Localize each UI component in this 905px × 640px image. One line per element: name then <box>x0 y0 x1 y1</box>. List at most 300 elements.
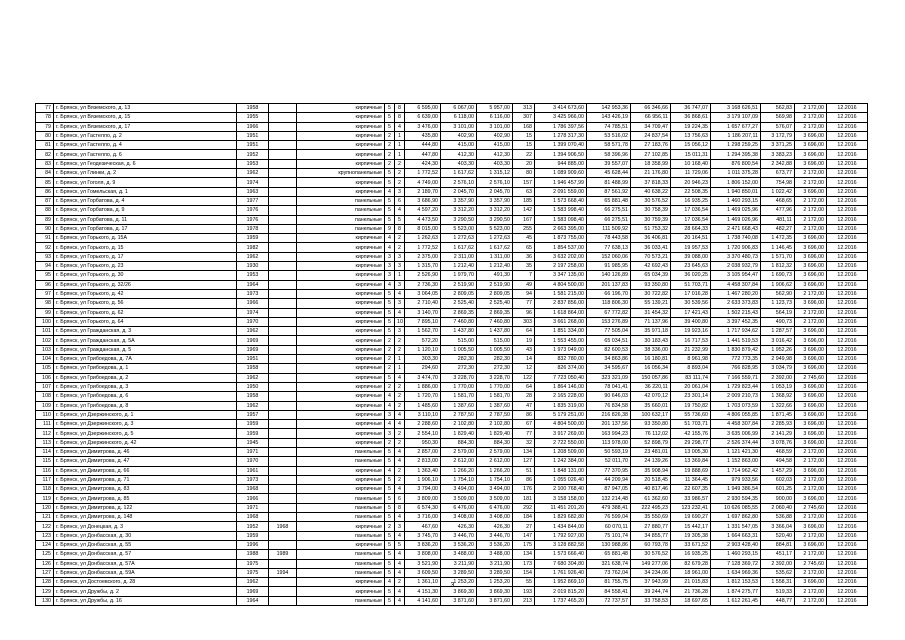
cell-tariff: 2 172,00 <box>795 308 827 317</box>
cell-date: 12.2016 <box>827 159 868 168</box>
cell-tariff: 3 696,00 <box>795 252 827 261</box>
cell-tariff: 2 172,00 <box>795 196 827 205</box>
cell-no: 127 <box>36 568 54 577</box>
cell-c4: 8 893,04 <box>671 364 711 373</box>
cell-res: 49 <box>513 280 535 289</box>
cell-date: 12.2016 <box>827 113 868 122</box>
cell-c2: 81 488,99 <box>587 178 631 187</box>
cell-fl: 5 <box>385 327 395 336</box>
cell-c2: 53 516,02 <box>587 131 631 140</box>
cell-addr: г. Брянск, ул Горбатова, д. 17 <box>54 224 237 233</box>
cell-a1: 3 609,50 <box>405 568 441 577</box>
cell-c3: 20 518,45 <box>631 475 671 484</box>
cell-ent: 6 <box>395 494 405 503</box>
cell-no: 89 <box>36 215 54 224</box>
cell-addr: г. Брянск, ул Грибоедова, д. 2 <box>54 373 237 382</box>
cell-no: 124 <box>36 540 54 549</box>
cell-mat: кирпичные <box>297 234 385 243</box>
table-row <box>36 568 868 577</box>
cell-rate: 2 342,88 <box>761 159 795 168</box>
cell-date: 12.2016 <box>827 178 868 187</box>
cell-date: 12.2016 <box>827 299 868 308</box>
cell-c4: 36 020,25 <box>671 271 711 280</box>
table-row <box>36 540 868 549</box>
cell-mat: кирпичные <box>297 587 385 596</box>
cell-y2 <box>269 141 297 150</box>
cell-a1: 3 521,90 <box>405 559 441 568</box>
cell-date: 12.2016 <box>827 522 868 531</box>
cell-a1: 4 151,30 <box>405 587 441 596</box>
cell-c3: 34 709,47 <box>631 122 671 131</box>
cell-res: 154 <box>513 568 535 577</box>
cell-y2 <box>269 187 297 196</box>
cell-a3: 491,30 <box>477 271 513 280</box>
cell-c3: 71 137,96 <box>631 317 671 326</box>
cell-fl: 3 <box>385 262 395 271</box>
cell-c1: 3 158 158,00 <box>535 494 587 503</box>
cell-tariff: 3 696,00 <box>795 159 827 168</box>
cell-res: 213 <box>513 596 535 605</box>
cell-c3: 18 358,99 <box>631 159 671 168</box>
cell-ent: 2 <box>395 466 405 475</box>
cell-y1: 1969 <box>237 345 269 354</box>
cell-c2: 130 988,86 <box>587 540 631 549</box>
cell-c1: 1 434 844,00 <box>535 522 587 531</box>
cell-no: 91 <box>36 234 54 243</box>
cell-addr: г. Брянск, ул Димитрова, д. 46 <box>54 447 237 456</box>
cell-c1: 1 737 465,20 <box>535 596 587 605</box>
cell-res: 185 <box>513 196 535 205</box>
cell-addr: г. Брянск, ул Гоголя, д. 9 <box>54 178 237 187</box>
cell-tariff: 3 696,00 <box>795 262 827 271</box>
table-row <box>36 169 868 178</box>
cell-date: 12.2016 <box>827 187 868 196</box>
cell-date: 12.2016 <box>827 494 868 503</box>
cell-rate: 3 016,42 <box>761 336 795 345</box>
cell-a1: 7 895,10 <box>405 317 441 326</box>
cell-mat: кирпичные <box>297 466 385 475</box>
cell-mat: кирпичные <box>297 252 385 261</box>
cell-y1: 1973 <box>237 475 269 484</box>
cell-a1: 1 772,52 <box>405 243 441 252</box>
cell-a1: 2 736,30 <box>405 280 441 289</box>
cell-date: 12.2016 <box>827 485 868 494</box>
cell-no: 123 <box>36 531 54 540</box>
cell-fl: 3 <box>385 252 395 261</box>
cell-c3: 35 971,18 <box>631 327 671 336</box>
cell-rate: 1 952,26 <box>761 345 795 354</box>
table-row <box>36 122 868 131</box>
cell-addr: г. Брянск, ул Достоевского, д. 28 <box>54 578 237 587</box>
cell-date: 12.2016 <box>827 438 868 447</box>
cell-no: 90 <box>36 224 54 233</box>
cell-rate: 564,19 <box>761 308 795 317</box>
cell-a3: 5 957,00 <box>477 104 513 113</box>
cell-tariff: 3 696,00 <box>795 234 827 243</box>
cell-a2: 2 579,00 <box>441 447 477 456</box>
cell-rate: 754,98 <box>761 178 795 187</box>
cell-y2 <box>269 475 297 484</box>
cell-a2: 2 525,40 <box>441 299 477 308</box>
cell-rate: 477,96 <box>761 206 795 215</box>
cell-mat: кирпичные <box>297 159 385 168</box>
cell-c5: 766 828,95 <box>711 364 761 373</box>
cell-mat: кирпичные <box>297 336 385 345</box>
cell-rate: 448,77 <box>761 596 795 605</box>
cell-a2: 2 787,50 <box>441 410 477 419</box>
cell-c3: 52 898,79 <box>631 438 671 447</box>
cell-c5: 1 703 073,59 <box>711 401 761 410</box>
cell-addr: г. Брянск, ул Дзержинского, д. 1 <box>54 410 237 419</box>
cell-ent: 2 <box>395 159 405 168</box>
cell-no: 88 <box>36 206 54 215</box>
cell-a2: 1 272,63 <box>441 234 477 243</box>
cell-ent: 4 <box>395 457 405 466</box>
cell-c3: 30 758,39 <box>631 206 671 215</box>
table-row <box>36 382 868 391</box>
cell-c1: 2 663 395,00 <box>535 224 587 233</box>
cell-c5: 1 502 215,43 <box>711 308 761 317</box>
cell-c5: 1 717 934,62 <box>711 327 761 336</box>
cell-a2: 282,30 <box>441 355 477 364</box>
cell-ent: 4 <box>395 568 405 577</box>
cell-c1: 1 792 927,00 <box>535 531 587 540</box>
cell-y2 <box>269 122 297 131</box>
cell-ent: 4 <box>395 485 405 494</box>
cell-date: 12.2016 <box>827 327 868 336</box>
cell-no: 126 <box>36 559 54 568</box>
cell-fl: 5 <box>385 113 395 122</box>
cell-a2: 2 519,90 <box>441 280 477 289</box>
table-row <box>36 289 868 298</box>
cell-a2: 3 869,30 <box>441 587 477 596</box>
cell-fl: 2 <box>385 355 395 364</box>
cell-no: 84 <box>36 169 54 178</box>
cell-no: 125 <box>36 550 54 559</box>
table-row <box>36 513 868 522</box>
cell-fl: 2 <box>385 141 395 150</box>
cell-date: 12.2016 <box>827 587 868 596</box>
cell-c5: 1 121 421,30 <box>711 447 761 456</box>
cell-c2: 216 826,38 <box>587 410 631 419</box>
cell-mat: панельные <box>297 596 385 605</box>
cell-c3: 21 176,80 <box>631 169 671 178</box>
cell-fl: 2 <box>385 159 395 168</box>
cell-a3: 426,30 <box>477 522 513 531</box>
cell-a2: 3 101,00 <box>441 122 477 131</box>
cell-res: 86 <box>513 410 535 419</box>
cell-c5: 2 633 373,83 <box>711 299 761 308</box>
cell-tariff: 2 172,00 <box>795 568 827 577</box>
cell-c4: 18 961,00 <box>671 568 711 577</box>
cell-c4: 36 868,61 <box>671 113 711 122</box>
cell-res: 176 <box>513 485 535 494</box>
cell-c2: 87 947,05 <box>587 485 631 494</box>
table-body <box>36 104 868 606</box>
cell-fl: 5 <box>385 215 395 224</box>
cell-c4: 19 888,69 <box>671 466 711 475</box>
cell-c1: 1 848 131,00 <box>535 466 587 475</box>
cell-c5: 7 166 559,71 <box>711 373 761 382</box>
cell-tariff: 3 696,00 <box>795 522 827 531</box>
cell-c5: 1 714 962,42 <box>711 466 761 475</box>
cell-mat: кирпичные <box>297 364 385 373</box>
cell-c1: 3 414 673,60 <box>535 104 587 113</box>
cell-a3: 2 045,70 <box>477 187 513 196</box>
cell-fl: 2 <box>385 438 395 447</box>
cell-c3: 34 234,06 <box>631 568 671 577</box>
cell-addr: г. Брянск, ул Горького, д. 56 <box>54 299 237 308</box>
cell-c3: 222 495,23 <box>631 503 671 512</box>
cell-mat: кирпичные <box>297 141 385 150</box>
cell-c1: 3 128 882,58 <box>535 540 587 549</box>
cell-c1: 826 374,00 <box>535 364 587 373</box>
cell-y2 <box>269 355 297 364</box>
cell-a1: 3 809,00 <box>405 494 441 503</box>
cell-a2: 1 617,62 <box>441 169 477 178</box>
cell-y1: 1959 <box>237 531 269 540</box>
cell-rate: 3 078,76 <box>761 438 795 447</box>
cell-c2: 73 762,04 <box>587 568 631 577</box>
cell-c4: 13 756,63 <box>671 131 711 140</box>
cell-c1: 1 973 049,00 <box>535 345 587 354</box>
cell-res: 12 <box>513 364 535 373</box>
table-row <box>36 104 868 113</box>
cell-c1: 1 399 070,40 <box>535 141 587 150</box>
cell-a2: 403,30 <box>441 159 477 168</box>
cell-a3: 2 525,40 <box>477 299 513 308</box>
cell-fl: 2 <box>385 522 395 531</box>
cell-a1: 4 749,00 <box>405 178 441 187</box>
cell-res: 307 <box>513 113 535 122</box>
cell-addr: г. Брянск, ул Дзержинского, д. 5 <box>54 429 237 438</box>
cell-res: 43 <box>513 345 535 354</box>
cell-c2: 78 443,58 <box>587 234 631 243</box>
cell-c5: 1 011 375,28 <box>711 169 761 178</box>
cell-c3: 149 277,06 <box>631 559 671 568</box>
cell-c3: 27 183,76 <box>631 141 671 150</box>
cell-y2 <box>269 159 297 168</box>
cell-rate: 1 571,70 <box>761 252 795 261</box>
cell-addr: г. Брянск, ул Горбатова, д. 4 <box>54 196 237 205</box>
cell-c5: 772 773,35 <box>711 355 761 364</box>
cell-c3: 35 908,94 <box>631 466 671 475</box>
cell-ent: 8 <box>395 503 405 512</box>
cell-tariff: 2 745,60 <box>795 559 827 568</box>
cell-y2 <box>269 438 297 447</box>
cell-no: 86 <box>36 187 54 196</box>
cell-c2: 75 101,74 <box>587 531 631 540</box>
cell-addr: г. Брянск, ул Донбасская, д. 55 <box>54 540 237 549</box>
cell-y1: 1974 <box>237 178 269 187</box>
cell-res: 27 <box>513 522 535 531</box>
cell-ent: 2 <box>395 169 405 178</box>
cell-a3: 1 581,70 <box>477 392 513 401</box>
cell-res: 14 <box>513 355 535 364</box>
cell-c4: 17 036,54 <box>671 215 711 224</box>
cell-mat: панельные <box>297 457 385 466</box>
cell-y1: 1996 <box>237 540 269 549</box>
cell-c4: 13 005,30 <box>671 447 711 456</box>
cell-res: 77 <box>513 299 535 308</box>
cell-a1: 3 064,05 <box>405 289 441 298</box>
cell-ent: 8 <box>395 104 405 113</box>
cell-a1: 6 574,30 <box>405 503 441 512</box>
cell-ent: 1 <box>395 271 405 280</box>
cell-mat: кирпичные <box>297 317 385 326</box>
cell-c2: 82 600,53 <box>587 345 631 354</box>
table-row <box>36 215 868 224</box>
cell-c2: 81 755,75 <box>587 578 631 587</box>
cell-c4: 19 750,82 <box>671 401 711 410</box>
cell-a1: 1 120,10 <box>405 345 441 354</box>
cell-fl: 4 <box>385 578 395 587</box>
cell-date: 12.2016 <box>827 280 868 289</box>
cell-addr: г. Брянск, ул Горького, д. 62 <box>54 308 237 317</box>
cell-fl: 5 <box>385 513 395 522</box>
cell-tariff: 3 696,00 <box>795 355 827 364</box>
cell-c5: 1 949 386,54 <box>711 485 761 494</box>
cell-y2 <box>269 466 297 475</box>
cell-no: 116 <box>36 466 54 475</box>
cell-res: 167 <box>513 215 535 224</box>
table-row <box>36 531 868 540</box>
cell-y1: 1968 <box>237 485 269 494</box>
cell-date: 12.2016 <box>827 401 868 410</box>
cell-y2 <box>269 494 297 503</box>
cell-tariff: 2 172,00 <box>795 289 827 298</box>
cell-c2: 39 557,07 <box>587 159 631 168</box>
cell-tariff: 3 696,00 <box>795 131 827 140</box>
cell-y1: 1959 <box>237 429 269 438</box>
cell-fl: 5 <box>385 503 395 512</box>
cell-a3: 3 536,20 <box>477 540 513 549</box>
cell-mat: крупнопанельные <box>297 169 385 178</box>
cell-fl: 5 <box>385 531 395 540</box>
cell-a2: 3 408,00 <box>441 513 477 522</box>
cell-rate: 569,98 <box>761 113 795 122</box>
cell-rate: 481,11 <box>761 215 795 224</box>
cell-a1: 3 794,00 <box>405 485 441 494</box>
table-row <box>36 466 868 475</box>
cell-a2: 1 437,80 <box>441 327 477 336</box>
table-row <box>36 243 868 252</box>
cell-c4: 16 935,25 <box>671 550 711 559</box>
cell-c4: 19 957,53 <box>671 243 711 252</box>
cell-y1: 1958 <box>237 392 269 401</box>
cell-rate: 2 285,93 <box>761 420 795 429</box>
cell-y2 <box>269 206 297 215</box>
cell-no: 112 <box>36 429 54 438</box>
cell-y2: 1994 <box>269 568 297 577</box>
cell-y2 <box>269 113 297 122</box>
cell-a3: 1 212,40 <box>477 262 513 271</box>
cell-c2: 87 561,92 <box>587 187 631 196</box>
cell-addr: г. Брянск, ул Горького, д. 17 <box>54 252 237 261</box>
cell-y2 <box>269 104 297 113</box>
cell-a3: 3 446,70 <box>477 531 513 540</box>
cell-a1: 2 375,00 <box>405 252 441 261</box>
cell-res: 303 <box>513 317 535 326</box>
cell-mat: кирпичные <box>297 104 385 113</box>
cell-date: 12.2016 <box>827 131 868 140</box>
cell-date: 12.2016 <box>827 317 868 326</box>
cell-ent: 2 <box>395 578 405 587</box>
cell-c3: 34 855,77 <box>631 531 671 540</box>
cell-res: 47 <box>513 401 535 410</box>
cell-rate: 2 949,98 <box>761 355 795 364</box>
cell-date: 12.2016 <box>827 224 868 233</box>
cell-no: 83 <box>36 159 54 168</box>
cell-c4: 10 168,40 <box>671 159 711 168</box>
table-row <box>36 224 868 233</box>
cell-c5: 1 298 259,25 <box>711 141 761 150</box>
cell-date: 12.2016 <box>827 559 868 568</box>
cell-c4: 11 729,06 <box>671 169 711 178</box>
cell-c4: 123 232,41 <box>671 503 711 512</box>
cell-res: 7 <box>513 271 535 280</box>
cell-a1: 1 906,10 <box>405 475 441 484</box>
cell-c2: 77 638,13 <box>587 243 631 252</box>
cell-c5: 979 933,56 <box>711 475 761 484</box>
cell-ent: 2 <box>395 429 405 438</box>
cell-a2: 426,30 <box>441 522 477 531</box>
cell-c3: 38 336,00 <box>631 345 671 354</box>
cell-no: 94 <box>36 262 54 271</box>
cell-c3: 40 638,22 <box>631 187 671 196</box>
cell-a2: 3 871,60 <box>441 596 477 605</box>
cell-c5: 1 612 261,45 <box>711 596 761 605</box>
cell-a3: 1 829,40 <box>477 429 513 438</box>
cell-tariff: 3 696,00 <box>795 364 827 373</box>
cell-mat: панельные <box>297 568 385 577</box>
cell-y1: 1962 <box>237 327 269 336</box>
cell-y2 <box>269 215 297 224</box>
cell-date: 12.2016 <box>827 243 868 252</box>
cell-a3: 3 101,00 <box>477 122 513 131</box>
cell-date: 12.2016 <box>827 262 868 271</box>
cell-c1: 832 780,00 <box>535 355 587 364</box>
cell-a2: 3 312,20 <box>441 206 477 215</box>
cell-no: 109 <box>36 401 54 410</box>
cell-y2 <box>269 392 297 401</box>
cell-c1: 7 680 304,80 <box>535 559 587 568</box>
cell-rate: 601,25 <box>761 485 795 494</box>
cell-a2: 3 290,50 <box>441 215 477 224</box>
cell-fl: 5 <box>385 196 395 205</box>
cell-a1: 3 140,70 <box>405 308 441 317</box>
cell-rate: 482,27 <box>761 224 795 233</box>
cell-ent: 2 <box>395 475 405 484</box>
cell-res: 19 <box>513 336 535 345</box>
cell-addr: г. Брянск, ул Вяземского, д. 17 <box>54 122 237 131</box>
cell-res: 86 <box>513 475 535 484</box>
cell-c1: 1 394 906,50 <box>535 150 587 159</box>
cell-a2: 6 118,00 <box>441 113 477 122</box>
cell-ent: 2 <box>395 336 405 345</box>
cell-y1: 1963 <box>237 187 269 196</box>
table-row <box>36 150 868 159</box>
cell-fl: 5 <box>385 169 395 178</box>
cell-tariff: 2 172,00 <box>795 178 827 187</box>
cell-c4: 20 164,51 <box>671 234 711 243</box>
cell-c5: 1 467 280,20 <box>711 289 761 298</box>
cell-tariff: 2 745,60 <box>795 373 827 382</box>
cell-c4: 17 421,43 <box>671 308 711 317</box>
cell-a1: 4 473,50 <box>405 215 441 224</box>
cell-y2 <box>269 327 297 336</box>
cell-c3: 27 102,85 <box>631 150 671 159</box>
